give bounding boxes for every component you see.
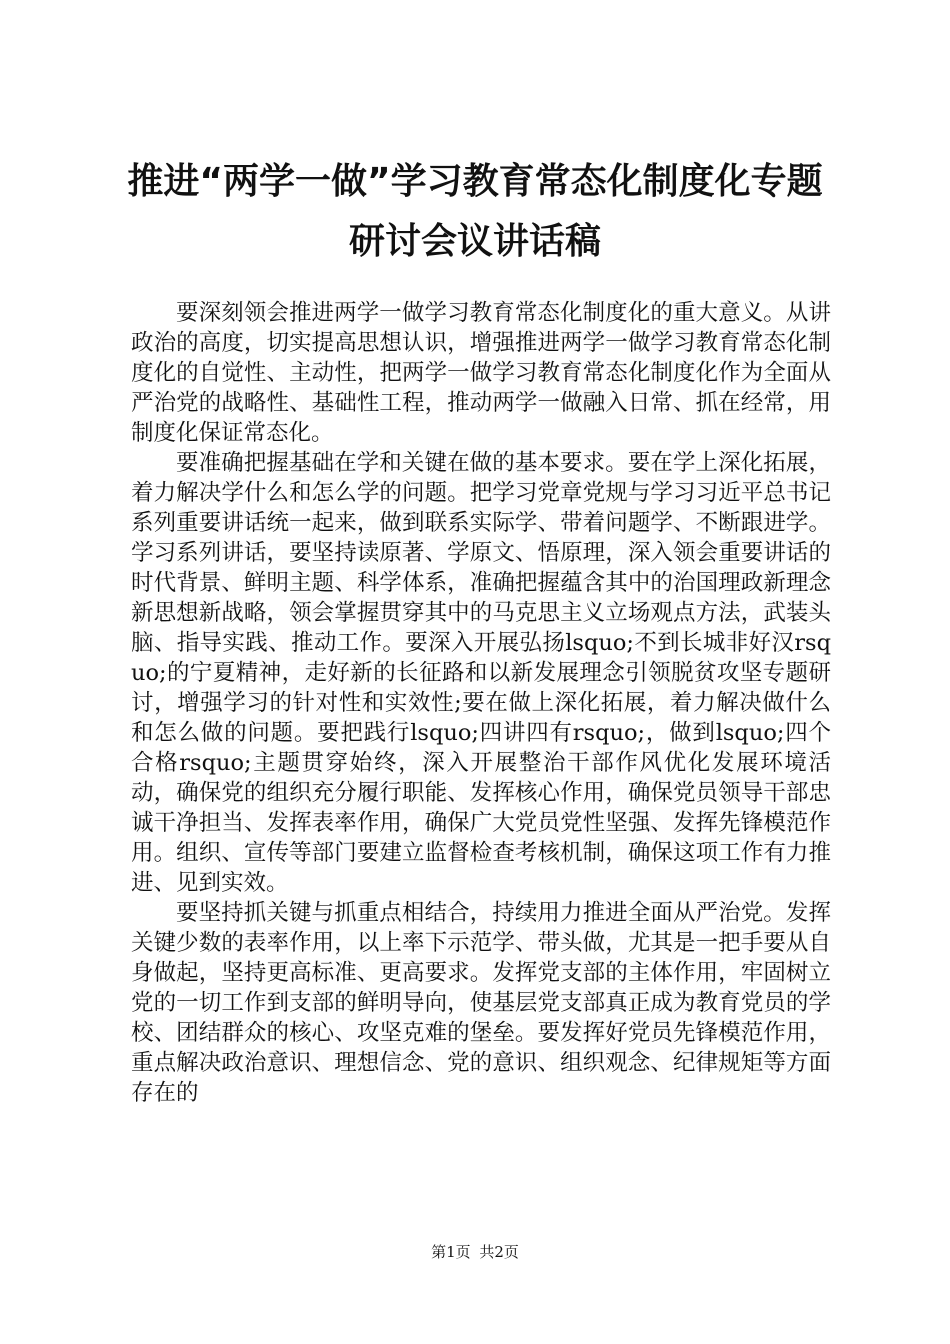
page-footer xyxy=(0,1242,950,1262)
paragraph-1: 要深刻领会推进两学一做学习教育常态化制度化的重大意义。从讲政治的高度，切实提高思想认识，增强推进两学一做学习教育常态化制度化的自觉性、主动性，把两学一做学习教育常态化制度化作为全面从严治党的战略性、基础性工程，推动两学一做融入日常、抓在经常，用制度化保证常态化。 xyxy=(131,300,831,446)
page-total: 共2页 xyxy=(479,1243,519,1261)
document-body xyxy=(131,298,831,1108)
page-number: 第1页 xyxy=(431,1243,471,1261)
document-title-line-1: 推进“两学一做”学习教育常态化制度化专题 xyxy=(127,161,823,202)
document-title-line-2: 研讨会议讲话稿 xyxy=(348,221,601,262)
paragraph-2: 要准确把握基础在学和关键在做的基本要求。要在学上深化拓展，着力解决学什么和怎么学的问题。把学习党章党规与学习习近平总书记系列重要讲话统一起来，做到联系实际学、带着问题学、不断跟进学。学习系列讲话，要坚持读原著、学原文、悟原理，深入领会重要讲话的时代背景、鲜明主题、科学体系，准确把握蕴含其中的治国理政新理念新思想新战略，领会掌握贯穿其中的马克思主义立场观点方法，武装头脑、指导实践、推动工作。要深入开展弘扬lsquo;不到长城非好汉rsquo;的宁夏精神，走好新的长征路和以新发展理念引领脱贫攻坚专题研讨，增强学习的针对性和实效性;要在做上深化拓展，着力解决做什么和怎么做的问题。要把践行lsquo;四讲四有rsquo;，做到lsquo;四个合格rsquo;主题贯穿始终，深入开展整治干部作风优化发展环境活动，确保党的组织充分履行职能、发挥核心作用，确保党员领导干部忠诚干净担当、发挥表率作用，确保广大党员党性坚强、发挥先锋模范作用。组织、宣传等部门要建立监督检查考核机制，确保这项工作有力推进、见到实效。 xyxy=(131,450,831,896)
paragraph-3: 要坚持抓关键与抓重点相结合，持续用力推进全面从严治党。发挥关键少数的表率作用，以上率下示范学、带头做，尤其是一把手要从自身做起，坚持更高标准、更高要求。发挥党支部的主体作用，牢固树立党的一切工作到支部的鲜明导向，使基层党支部真正成为教育党员的学校、团结群众的核心、攻坚克难的堡垒。要发挥好党员先锋模范作用，重点解决政治意识、理想信念、党的意识、组织观念、纪律规矩等方面存在的 xyxy=(131,900,831,1106)
